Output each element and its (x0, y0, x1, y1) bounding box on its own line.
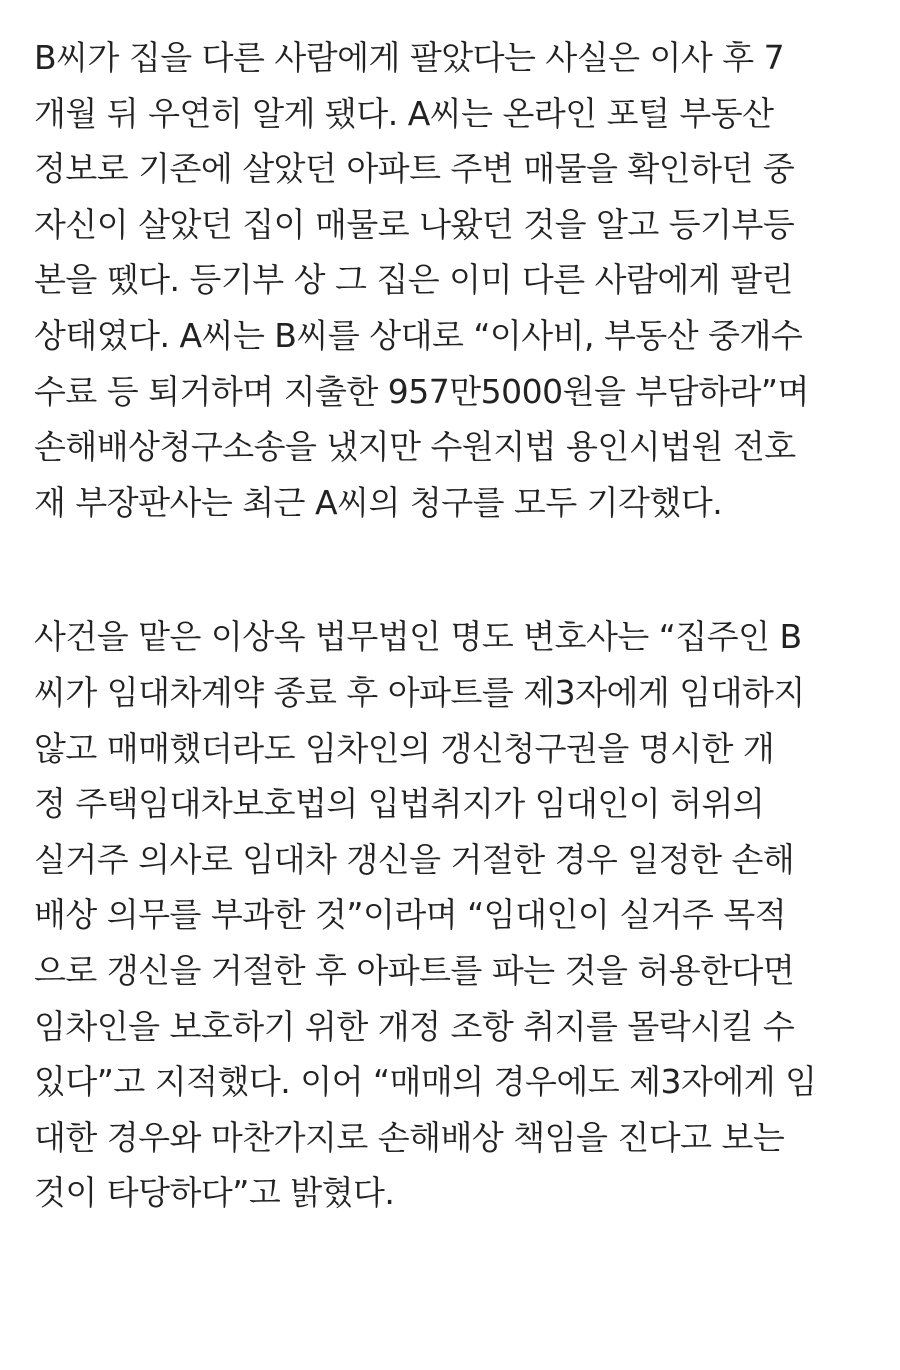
text-line: B씨가 집을 다른 사람에게 팔았다는 사실은 이사 후 7 (34, 38, 785, 77)
text-line: 자신이 살았던 집이 매물로 나왔던 것을 알고 등기부등 (34, 204, 795, 244)
text-line: 것이 타당하다”고 밝혔다. (34, 1173, 395, 1213)
article-body (34, 30, 874, 1221)
text-line: 본을 뗐다. 등기부 상 그 집은 이미 다른 사람에게 팔린 (34, 260, 793, 300)
text-line: 손해배상청구소송을 냈지만 수원지법 용인시법원 전호 (34, 427, 796, 467)
text-line: 재 부장판사는 최근 A씨의 청구를 모두 기각했다. (34, 482, 723, 522)
text-line: 대한 경우와 마찬가지로 손해배상 책임을 진다고 보는 (34, 1117, 785, 1157)
text-line: 수료 등 퇴거하며 지출한 957만5000원을 부담하라”며 (34, 371, 809, 411)
text-line: 임차인을 보호하기 위한 개정 조항 취지를 몰락시킬 수 (34, 1006, 795, 1046)
text-line: 실거주 의사로 임대차 갱신을 거절한 경우 일정한 손해 (34, 839, 795, 879)
text-line: 정보로 기존에 살았던 아파트 주변 매물을 확인하던 중 (34, 149, 795, 189)
text-line: 개월 뒤 우연히 알게 됐다. A씨는 온라인 포털 부동산 (34, 93, 774, 133)
text-line: 있다”고 지적했다. 이어 “매매의 경우에도 제3자에게 임 (34, 1062, 817, 1102)
text-line: 으로 갱신을 거절한 후 아파트를 파는 것을 허용한다면 (34, 950, 795, 990)
paragraph-spacer (34, 530, 874, 609)
paragraph-1 (34, 30, 874, 530)
text-line: 상태였다. A씨는 B씨를 상대로 “이사비, 부동산 중개수 (34, 315, 803, 355)
text-line: 정 주택임대차보호법의 입법취지가 임대인이 허위의 (34, 784, 765, 824)
text-line: 배상 의무를 부과한 것”이라며 “임대인이 실거주 목적 (34, 895, 787, 935)
text-line: 않고 매매했더라도 임차인의 갱신청구권을 명시한 개 (34, 728, 775, 768)
paragraph-2 (34, 609, 874, 1221)
text-line: 씨가 임대차계약 종료 후 아파트를 제3자에게 임대하지 (34, 672, 805, 712)
text-line: 사건을 맡은 이상옥 법무법인 명도 변호사는 “집주인 B (34, 617, 802, 657)
